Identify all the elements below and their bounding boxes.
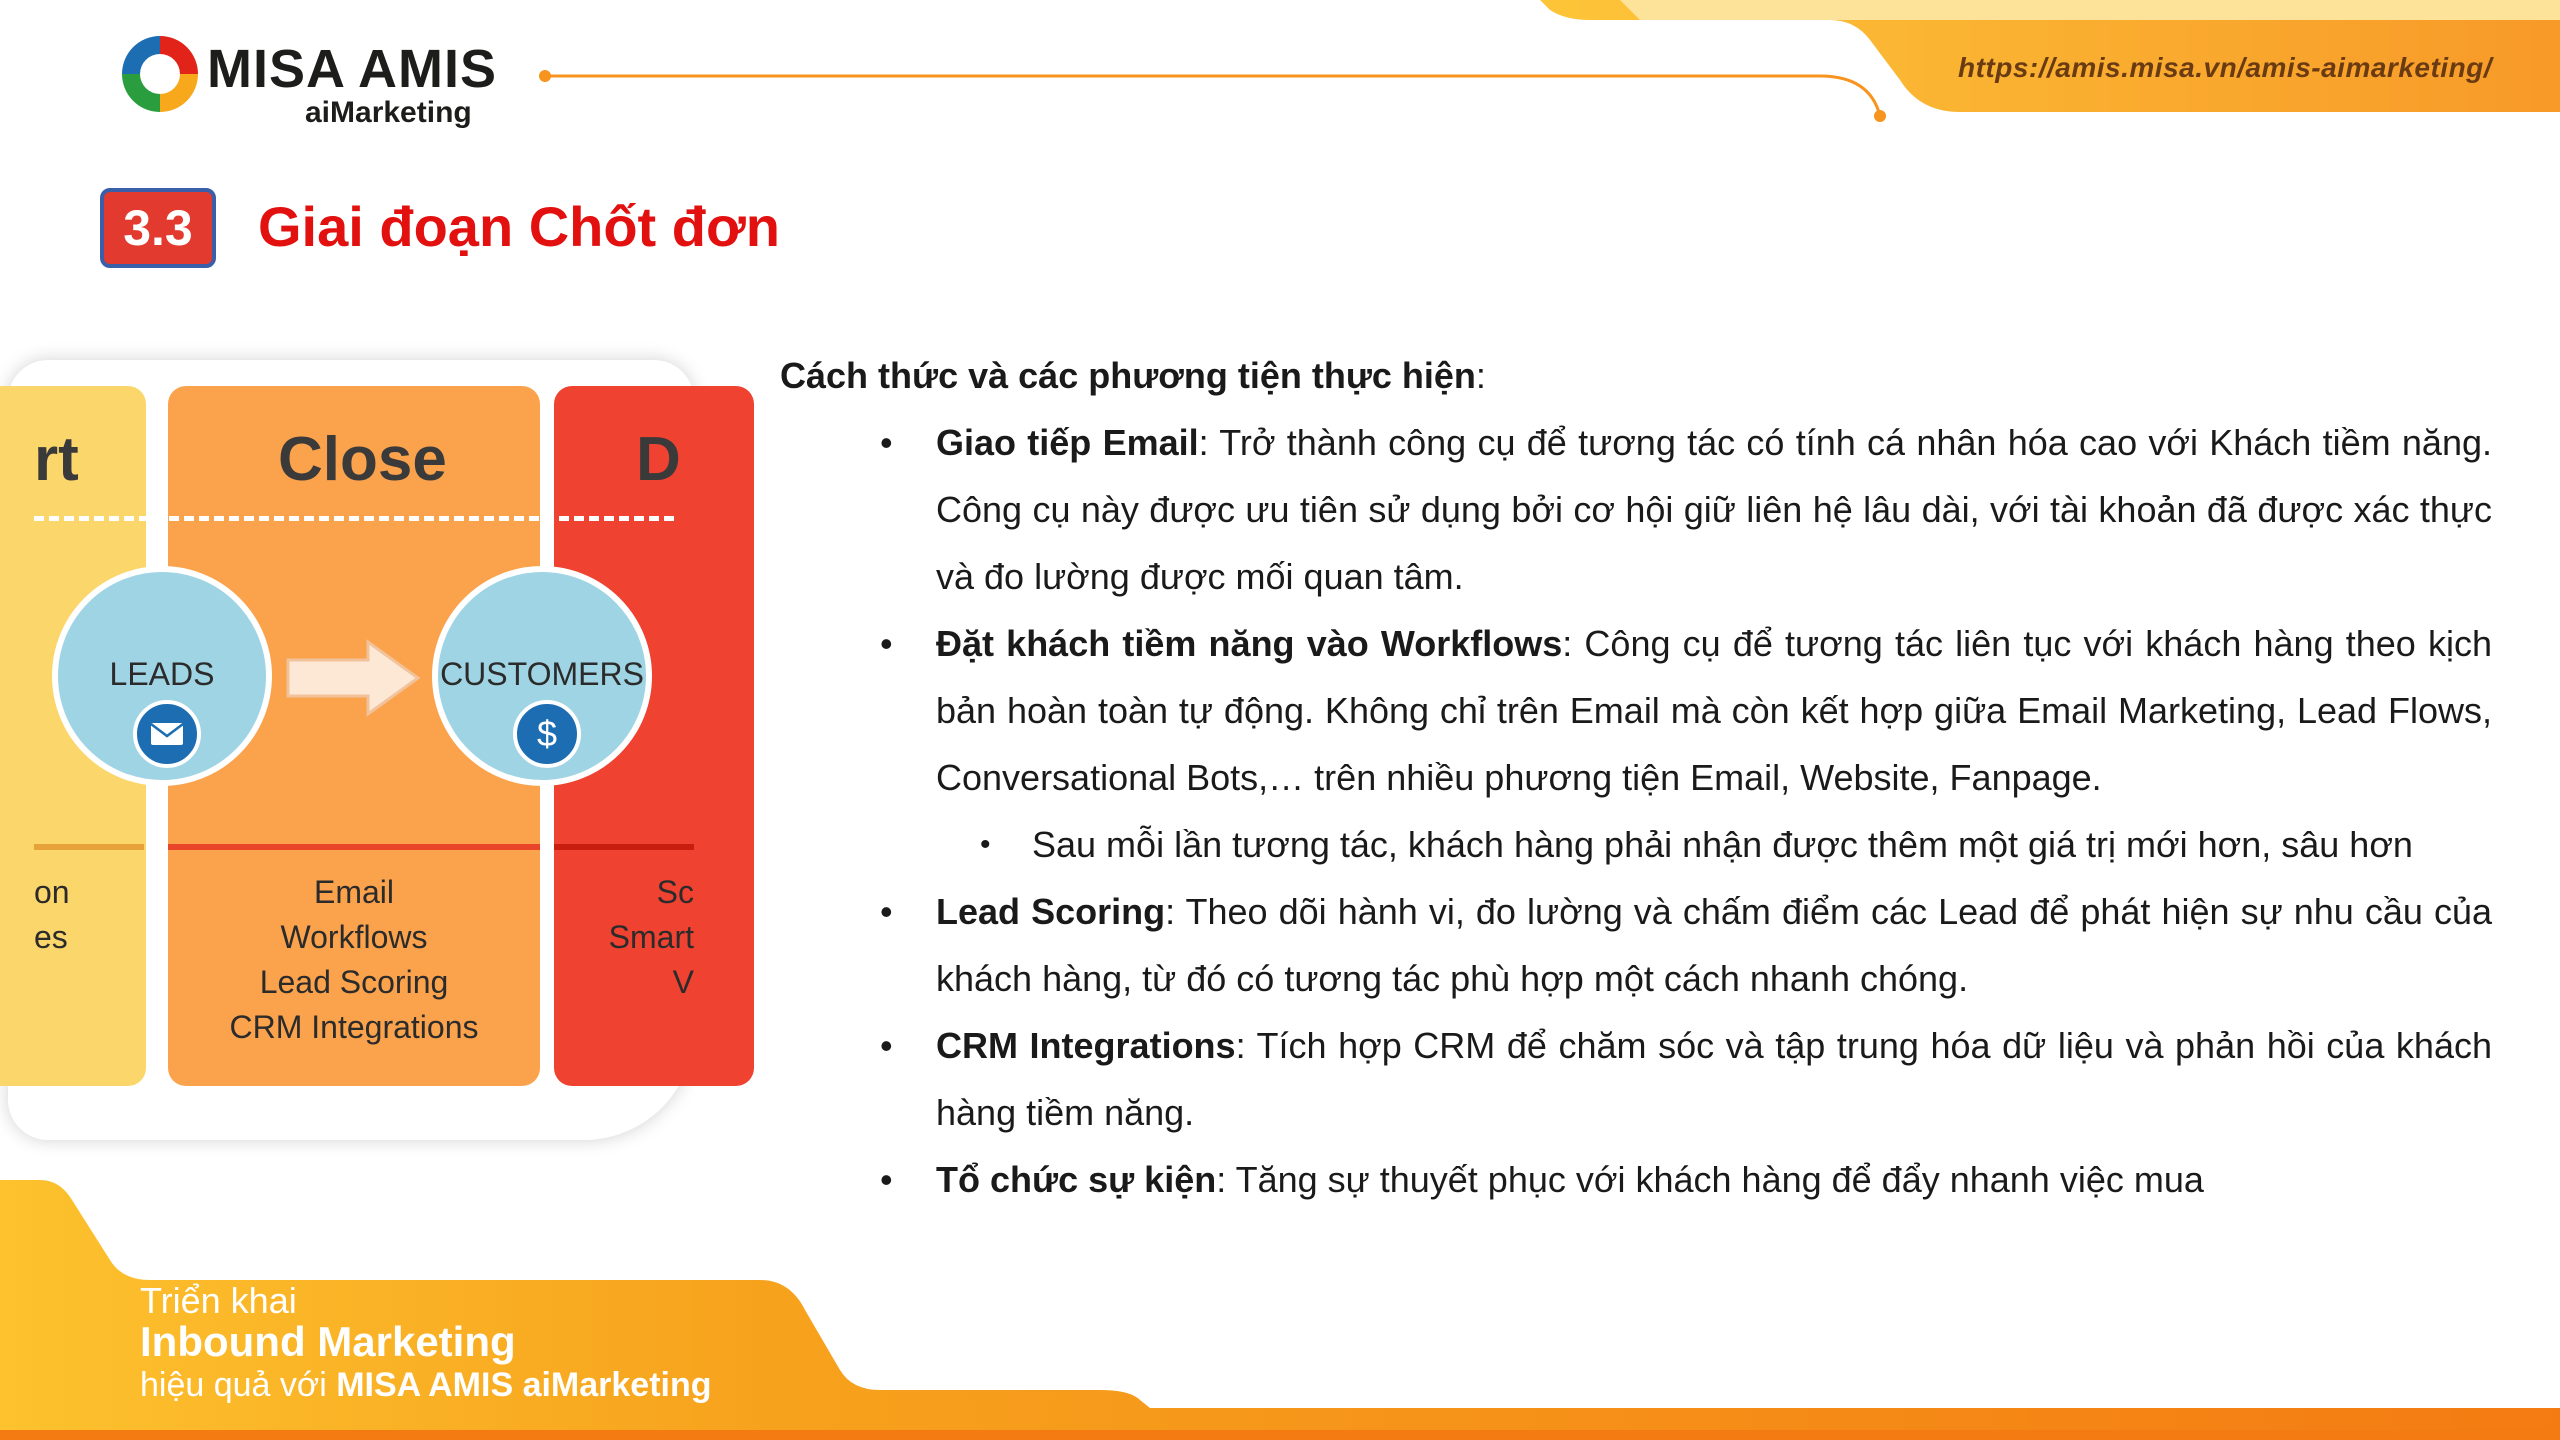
close-column-tools: Email Workflows Lead Scoring CRM Integrations — [229, 874, 479, 1045]
list-item-workflows: • Đặt khách tiềm năng vào Workflows: Công cụ để tương tác liên tục với khách hàng theo kịch bản hoàn toàn tự động. Không chỉ trên Email mà còn kết hợp giữa Email Marketing, Lead Flows, Conversational Bots,… trên nhiều phương tiện Email, Website, Fanpage. — [780, 610, 2492, 811]
dashed-divider — [34, 516, 674, 521]
section-number-badge: 3.3 — [100, 188, 216, 268]
leads-circle — [52, 566, 272, 786]
content-heading: Cách thức và các phương tiện thực hiện: — [780, 355, 1486, 396]
email-icon — [133, 700, 201, 768]
method-list — [780, 409, 2492, 1213]
dollar-icon: $ — [513, 700, 581, 768]
right-column-text: Sc Smart V — [608, 874, 694, 1000]
left-column-text: on es — [34, 874, 70, 955]
footer-line-1: Triển khai — [140, 1280, 297, 1321]
customers-circle — [432, 566, 652, 786]
footer-line-2: Inbound Marketing — [140, 1318, 516, 1365]
list-item-email: • Giao tiếp Email: Trở thành công cụ để tương tác có tính cá nhân hóa cao với Khách tiềm năng. Công cụ này được ưu tiên sử dụng bởi cơ hội giữ liên hệ lâu dài, với tài khoản đã được xác thực và đo lường được mối quan tâm. — [780, 409, 2492, 610]
customers-label: CUSTOMERS — [440, 656, 644, 692]
list-item-events: • Tổ chức sự kiện: Tăng sự thuyết phục với khách hàng để đẩy nhanh việc mua — [780, 1146, 2492, 1213]
misa-logo-icon — [118, 32, 202, 116]
stage-diagram — [8, 360, 694, 1140]
footer-line-3: hiệu quả với MISA AMIS aiMarketing — [140, 1366, 712, 1404]
progress-line-left — [34, 844, 144, 850]
section-title: Giai đoạn Chốt đơn — [258, 195, 780, 258]
arrow-right-icon — [284, 638, 424, 718]
brand-name: MISA AMIS — [207, 39, 497, 99]
left-column-heading: rt — [34, 425, 79, 494]
progress-line-right — [554, 844, 694, 850]
close-column-heading: Close — [278, 425, 447, 494]
leads-label: LEADS — [109, 656, 215, 692]
list-item-lead-scoring: • Lead Scoring: Theo dõi hành vi, đo lường và chấm điểm các Lead để phát hiện sự nhu cầu của khách hàng, từ đó có tương tác phù hợp một cách nhanh chóng. — [780, 878, 2492, 1012]
list-item-crm: • CRM Integrations: Tích hợp CRM để chăm sóc và tập trung hóa dữ liệu và phản hồi của khách hàng tiềm năng. — [780, 1012, 2492, 1146]
content-body — [780, 342, 2492, 1213]
progress-line-close — [168, 844, 540, 850]
right-column-heading: D — [636, 425, 681, 494]
brand-subtitle: aiMarketing — [305, 96, 472, 129]
header-url[interactable]: https://amis.misa.vn/amis-aimarketing/ — [1958, 52, 2493, 83]
list-subitem-value: • Sau mỗi lần tương tác, khách hàng phải nhận được thêm một giá trị mới hơn, sâu hơn — [780, 811, 2492, 878]
